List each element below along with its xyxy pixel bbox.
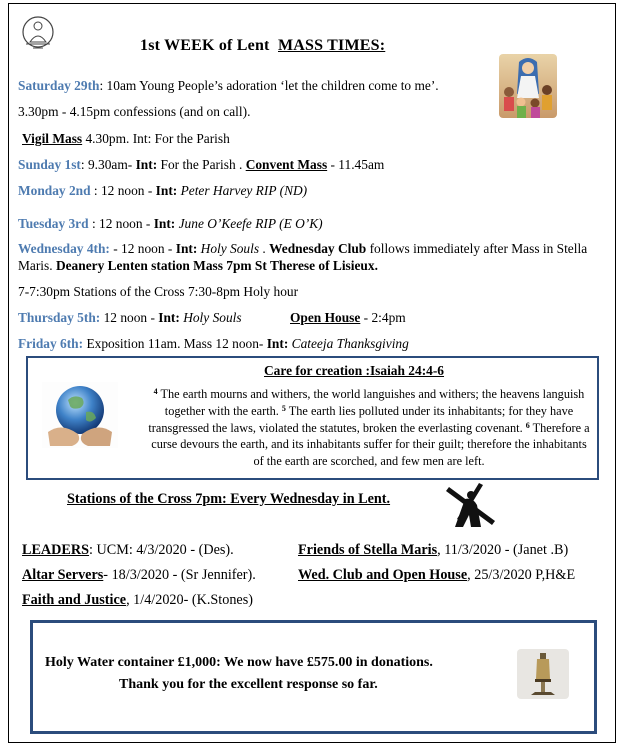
parish-crest-icon [21,14,55,52]
wednesday-line: Wednesday 4th: - 12 noon - Int: Holy Souls . Wednesday Club follows immediately after Mass in Stella Maris. Deanery Lenten station Mass 7pm St Therese of Lisieux. [18,241,588,273]
care-for-creation-box [26,356,599,480]
vigil-mass-line: Vigil Mass 4.30pm. Int: For the Parish [22,131,230,146]
tuesday-line: Tuesday 3rd : 12 noon - Int: June O’Keefe RIP (E O’K) [18,216,323,231]
thursday-line: Thursday 5th: 12 noon - Int: Holy Souls [18,310,242,325]
friday-line: Friday 6th: Exposition 11am. Mass 12 noon- Int: Cateeja Thanksgiving [18,336,409,351]
friends-of-stella-maris: Friends of Stella Maris, 11/3/2020 - (Janet .B) [298,542,569,558]
page-title: 1st WEEK of Lent MASS TIMES: [140,37,386,54]
children-with-mary-image [499,54,557,118]
leaders-ucm: LEADERS: UCM: 4/3/2020 - (Des). [22,542,234,558]
faith-and-justice: Faith and Justice, 1/4/2020- (K.Stones) [22,592,253,608]
holy-water-line-2: Thank you for the excellent response so far. [119,677,378,692]
care-title: Care for creation :Isaiah 24:4-6 [264,363,445,378]
confessions-line: 3.30pm - 4.15pm confessions (and on call). [18,104,251,119]
monday-line: Monday 2nd : 12 noon - Int: Peter Harvey RIP (ND) [18,183,308,198]
holy-water-box [30,620,597,734]
saturday-line: Saturday 29th: 10am Young People’s adoration ‘let the children come to me’. [18,78,439,93]
sunday-line: Sunday 1st: 9.30am- Int: For the Parish . Convent Mass - 11.45am [18,157,385,172]
altar-servers: Altar Servers- 18/3/2020 - (Sr Jennifer). [22,567,256,583]
holy-water-line-1: Holy Water container £1,000: We now have £575.00 in donations. [45,655,433,670]
wed-club-open-house: Wed. Club and Open House, 25/3/2020 P,H&E [298,567,576,583]
stations-holy-hour-line: 7-7:30pm Stations of the Cross 7:30-8pm Holy hour [18,284,299,299]
stations-of-the-cross-heading: Stations of the Cross 7pm: Every Wednesday in Lent. [67,491,391,507]
jesus-carrying-cross-silhouette [443,481,501,531]
open-house-text: Open House - 2:4pm [290,310,406,325]
earth-in-hands-image [42,382,118,448]
holy-water-container-image [517,649,569,699]
isaiah-passage: $^4$ The earth mourns and withers, the world languishes and withers; the heavens languish together with the earth. $^5$ The earth lies polluted under its inhabitants; for they have transgressed the laws, violated the statutes, broken the everlasting covenant. $^6$ Therefore a curse devours the earth, and its inhabitants suffer for their guilt; therefore the inhabitants of the earth are scorched, and few men are left. [148,387,590,469]
